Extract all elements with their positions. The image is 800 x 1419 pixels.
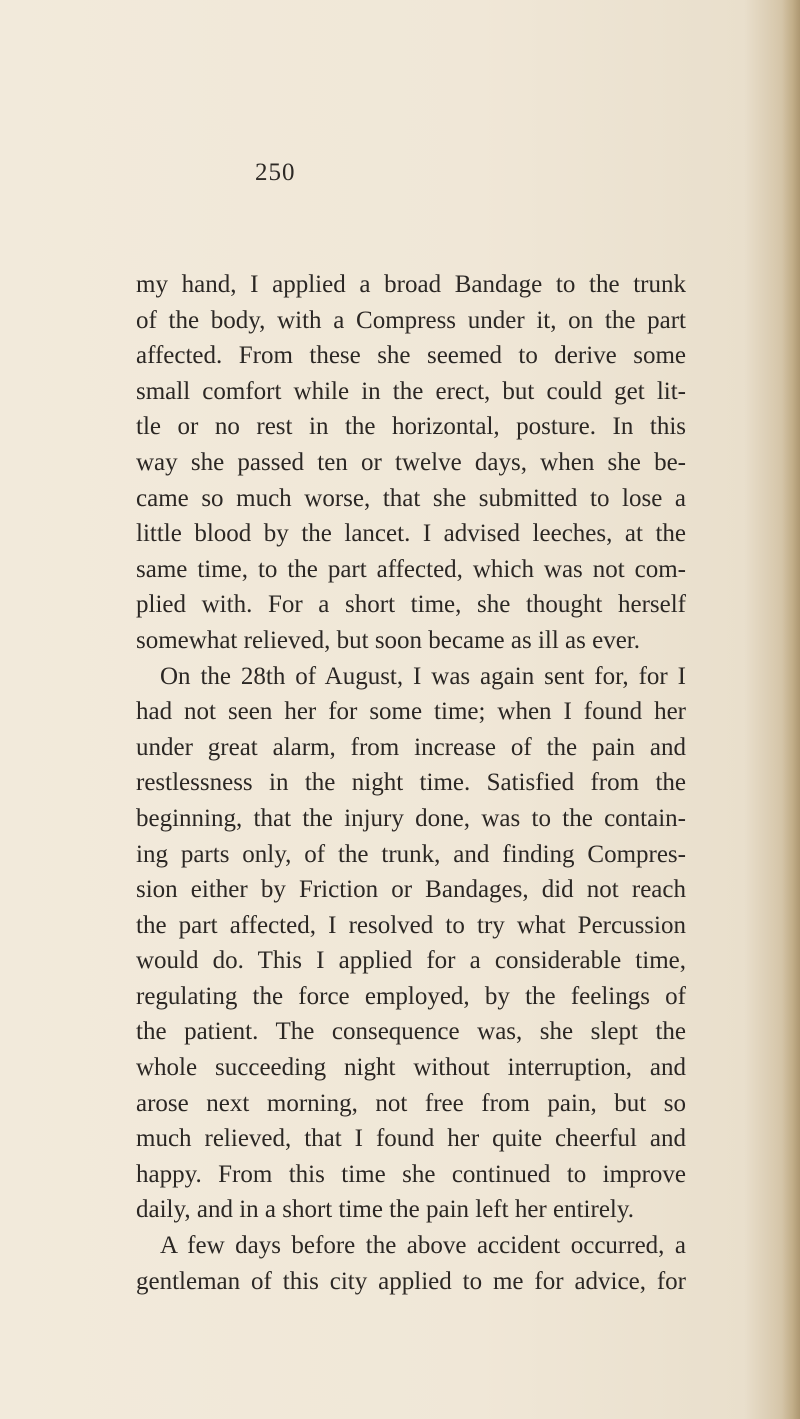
text-line: my hand, I applied a broad Bandage to the trunk [136,271,686,298]
text-line: came so much worse, that she submitted to lose a [136,484,686,512]
text-line: gentleman of this city applied to me for advice, for [136,1267,686,1295]
text-line: under great alarm, from increase of the pain and [136,733,686,761]
text-line: way she passed ten or twelve days, when she be- [136,448,686,476]
text-line: tle or no rest in the horizontal, posture. In this [136,413,686,441]
text-line: sion either by Friction or Bandages, did not reach [136,876,686,904]
text-line: the part affected, I resolved to try what Percussion [136,911,686,939]
text-line: little blood by the lancet. I advised leeches, at the [136,520,686,548]
text-line: A few days before the above accident occurred, a [160,1232,686,1260]
page-edge-shadow [782,0,800,1419]
text-line: would do. This I applied for a considerable time, [136,947,686,975]
text-line: affected. From these she seemed to derive some [136,342,686,370]
text-line: beginning, that the injury done, was to the contain- [136,804,686,832]
text-line: restlessness in the night time. Satisfied from the [136,769,686,797]
text-line: arose next morning, not free from pain, but so [136,1089,686,1117]
text-line: small comfort while in the erect, but could get lit- [136,377,686,405]
text-line: daily, and in a short time the pain left her entirely. [136,1196,634,1224]
text-line: regulating the force employed, by the feelings of [136,982,686,1010]
body-text [136,267,686,1299]
text-line: same time, to the part affected, which was not com- [136,555,686,583]
text-line: On the 28th of August, I was again sent for, for I [160,662,686,690]
text-line: much relieved, that I found her quite cheerful and [136,1125,686,1153]
text-line: the patient. The consequence was, she slept the [136,1018,686,1046]
text-line: had not seen her for some time; when I found her [136,698,686,726]
text-line: whole succeeding night without interruption, and [136,1054,686,1082]
text-line: happy. From this time she continued to improve [136,1160,686,1188]
page-number: 250 [255,159,296,186]
text-line: somewhat relieved, but soon became as ill as ever. [136,626,641,654]
text-line: ing parts only, of the trunk, and finding Compres- [136,840,686,868]
text-line: of the body, with a Compress under it, on the part [136,306,686,334]
text-line: plied with. For a short time, she thought herself [136,591,686,619]
